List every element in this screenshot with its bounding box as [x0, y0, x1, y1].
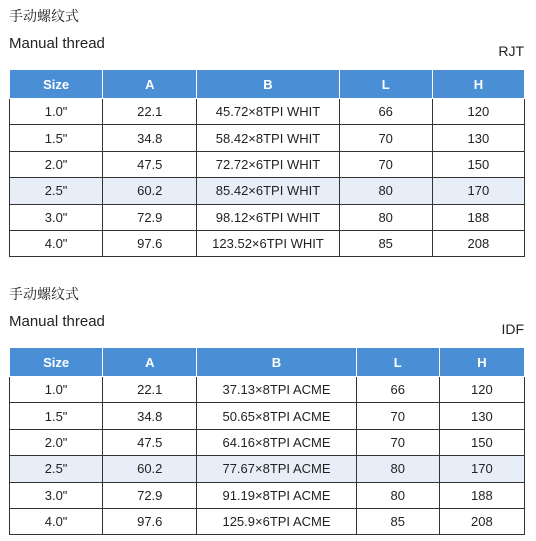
cell-size: 3.0" [10, 204, 103, 230]
cell-size: 2.0" [10, 429, 103, 455]
table-row [10, 99, 525, 125]
spec-table-idf [9, 347, 525, 535]
cell-a: 47.5 [103, 429, 197, 455]
cell-a: 22.1 [103, 377, 197, 403]
cell-h: 150 [432, 151, 524, 177]
cell-l: 80 [339, 178, 432, 204]
table-row [10, 508, 525, 534]
cell-size: 1.5" [10, 403, 103, 429]
table-row-highlighted [10, 456, 525, 482]
cell-l: 80 [356, 482, 439, 508]
cell-h: 170 [439, 456, 524, 482]
header-h: H [439, 348, 524, 377]
cell-h: 120 [432, 99, 524, 125]
header-size: Size [10, 70, 103, 99]
cell-b: 77.67×8TPI ACME [197, 456, 356, 482]
cell-size: 4.0" [10, 230, 103, 256]
cell-h: 208 [432, 230, 524, 256]
table-row-highlighted [10, 178, 525, 204]
cell-l: 66 [356, 377, 439, 403]
section-title-cn: 手动螺纹式 [9, 287, 79, 303]
cell-size: 2.0" [10, 151, 103, 177]
cell-b: 58.42×8TPI WHIT [197, 125, 339, 151]
cell-b: 123.52×6TPI WHIT [197, 230, 339, 256]
header-l: L [356, 348, 439, 377]
cell-size: 1.0" [10, 377, 103, 403]
table-row [10, 403, 525, 429]
cell-a: 97.6 [103, 508, 197, 534]
cell-h: 170 [432, 178, 524, 204]
header-a: A [103, 70, 197, 99]
cell-h: 120 [439, 377, 524, 403]
cell-size: 1.0" [10, 99, 103, 125]
cell-b: 45.72×8TPI WHIT [197, 99, 339, 125]
cell-a: 34.8 [103, 403, 197, 429]
section-title-en: Manual thread [9, 313, 105, 330]
cell-b: 64.16×8TPI ACME [197, 429, 356, 455]
cell-b: 85.42×6TPI WHIT [197, 178, 339, 204]
table-row [10, 204, 525, 230]
cell-h: 130 [439, 403, 524, 429]
cell-a: 97.6 [103, 230, 197, 256]
cell-a: 34.8 [103, 125, 197, 151]
table-row [10, 151, 525, 177]
cell-l: 66 [339, 99, 432, 125]
header-h: H [432, 70, 524, 99]
cell-b: 98.12×6TPI WHIT [197, 204, 339, 230]
cell-b: 37.13×8TPI ACME [197, 377, 356, 403]
cell-b: 50.65×8TPI ACME [197, 403, 356, 429]
cell-h: 188 [439, 482, 524, 508]
standard-code: RJT [498, 43, 524, 59]
cell-h: 150 [439, 429, 524, 455]
section-title-en: Manual thread [9, 35, 105, 52]
cell-size: 1.5" [10, 125, 103, 151]
cell-a: 47.5 [103, 151, 197, 177]
header-l: L [339, 70, 432, 99]
header-b: B [197, 70, 339, 99]
cell-l: 85 [356, 508, 439, 534]
cell-a: 72.9 [103, 204, 197, 230]
cell-b: 125.9×6TPI ACME [197, 508, 356, 534]
cell-a: 22.1 [103, 99, 197, 125]
cell-a: 60.2 [103, 456, 197, 482]
spec-table-rjt [9, 69, 525, 257]
cell-l: 70 [356, 429, 439, 455]
cell-size: 3.0" [10, 482, 103, 508]
header-b: B [197, 348, 356, 377]
cell-l: 80 [339, 204, 432, 230]
cell-l: 70 [356, 403, 439, 429]
cell-l: 70 [339, 125, 432, 151]
table-header-row [10, 348, 525, 377]
cell-h: 208 [439, 508, 524, 534]
table-row [10, 429, 525, 455]
cell-b: 72.72×6TPI WHIT [197, 151, 339, 177]
cell-h: 188 [432, 204, 524, 230]
cell-size: 4.0" [10, 508, 103, 534]
table-header-row [10, 70, 525, 99]
cell-l: 80 [356, 456, 439, 482]
cell-size: 2.5" [10, 456, 103, 482]
cell-l: 70 [339, 151, 432, 177]
table-row [10, 377, 525, 403]
table-row [10, 125, 525, 151]
header-size: Size [10, 348, 103, 377]
section-title-cn: 手动螺纹式 [9, 9, 79, 25]
cell-b: 91.19×8TPI ACME [197, 482, 356, 508]
cell-a: 72.9 [103, 482, 197, 508]
cell-l: 85 [339, 230, 432, 256]
cell-a: 60.2 [103, 178, 197, 204]
cell-h: 130 [432, 125, 524, 151]
table-row [10, 230, 525, 256]
table-row [10, 482, 525, 508]
cell-size: 2.5" [10, 178, 103, 204]
header-a: A [103, 348, 197, 377]
standard-code: IDF [501, 321, 524, 337]
